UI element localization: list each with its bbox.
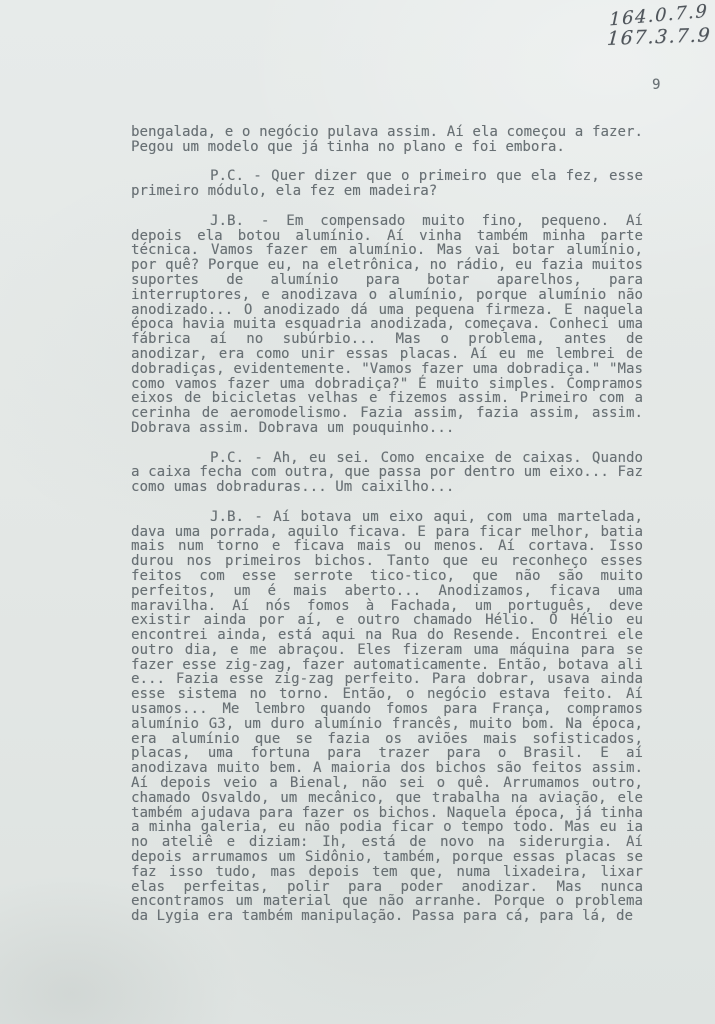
text-line: a caixa fecha com outra, que passa por dentro um eixo... Faz — [131, 464, 643, 481]
text-line: depois arrumamos um Sidônio, também, porque essas placas se — [131, 849, 643, 866]
text-line: a minha galeria, eu não podia ficar o tempo todo. Mas eu ia — [131, 819, 643, 836]
text-line: como vamos fazer uma dobradiça?" É muito simples. Compramos — [131, 375, 643, 392]
typescript-body — [131, 125, 643, 924]
text-line: maravilha. Aí nós fomos à Fachada, um português, deve — [131, 597, 643, 614]
text-line: da Lygia era também manipulação. Passa para cá, para lá, de — [131, 908, 634, 925]
text-line: dava uma porrada, aquilo ficava. E para ficar melhor, batia — [131, 523, 643, 540]
paragraph — [131, 510, 643, 924]
text-line: era alumínio que se fazia os aviões mais sofisticados, — [131, 730, 643, 747]
text-line: fazer esse zig-zag, fazer automaticamente. Então, botava ali — [131, 656, 643, 673]
text-line: também ajudava para fazer os bichos. Naquela época, já tinha — [131, 804, 643, 821]
text-line: encontramos um material que não arranhe. Porque o problema — [131, 893, 643, 910]
text-line: depois ela botou alumínio. Aí vinha também minha parte — [131, 227, 643, 244]
text-line: por quê? Porque eu, na eletrônica, no rádio, eu fazia muitos — [131, 257, 643, 274]
text-line: esse sistema no torno. Então, o negócio estava feito. Aí — [131, 686, 643, 703]
handwritten-archive-code-2: 167.3.7.9 — [606, 24, 712, 50]
text-line: época havia muita esquadria anodizada, começava. Conheci uma — [131, 316, 643, 333]
text-line: perfeitos, um é mais aberto... Anodizamos, ficava uma — [131, 582, 643, 599]
text-line: outro dia, e me abraçou. Eles fizeram uma máquina para se — [131, 641, 643, 658]
text-line: J.B. - Aí botava um eixo aqui, com uma martelada, — [210, 508, 643, 525]
text-line: P.C. - Ah, eu sei. Como encaixe de caixas. Quando — [210, 449, 643, 466]
text-line: fábrica aí no subúrbio... Mas o problema, antes de — [131, 331, 643, 348]
text-line: primeiro módulo, ela fez em madeira? — [131, 183, 438, 200]
paragraph — [131, 169, 643, 199]
text-line: anodizar, era como unir essas placas. Aí eu me lembrei de — [131, 345, 643, 362]
text-line: e... Fazia esse zig-zag perfeito. Para dobrar, usava ainda — [131, 671, 643, 688]
text-line: faz isso tudo, mas depois tem que, numa lixadeira, lixar — [131, 863, 643, 880]
paragraph — [131, 214, 643, 436]
text-line: técnica. Vamos fazer em alumínio. Mas vai botar alumínio, — [131, 242, 643, 259]
text-line: no ateliê e diziam: Ih, está de novo na siderurgia. Aí — [131, 834, 643, 851]
page-number: 9 — [652, 77, 661, 93]
text-line: mais num torno e ficava mais ou menos. Aí cortava. Isso — [131, 538, 643, 555]
text-line: anodizado... O anodizado dá uma pequena firmeza. E naquela — [131, 301, 643, 318]
text-line: P.C. - Quer dizer que o primeiro que ela fez, esse — [210, 168, 643, 185]
text-line: anodizava muito bem. A maioria dos bichos são feitos assim. — [131, 760, 643, 777]
text-line: J.B. - Em compensado muito fino, pequeno. Aí — [210, 212, 643, 229]
text-line: usamos... Me lembro quando fomos para França, compramos — [131, 701, 643, 718]
text-line: feitos com esse serrote tico-tico, que não são muito — [131, 567, 643, 584]
paragraph — [131, 451, 643, 495]
text-line: encontrei ainda, está aqui na Rua do Resende. Encontrei ele — [131, 627, 643, 644]
handwritten-archive-code-1: 164.0.7.9 — [608, 0, 708, 31]
text-line: suportes de alumínio para botar aparelhos, para — [131, 271, 643, 288]
text-line: como umas dobraduras... Um caixilho... — [131, 479, 455, 496]
text-line: interruptores, e anodizava o alumínio, porque alumínio não — [131, 286, 643, 303]
text-line: cerinha de aeromodelismo. Fazia assim, fazia assim, assim. — [131, 405, 643, 422]
text-line: dobradiças, evidentemente. "Vamos fazer uma dobradiça." "Mas — [131, 360, 643, 377]
text-line: Dobrava assim. Dobrava um pouquinho... — [131, 419, 455, 436]
text-line: Pegou um modelo que já tinha no plano e foi embora. — [131, 138, 565, 155]
text-line: chamado Osvaldo, um mecânico, que trabalha na aviação, ele — [131, 789, 643, 806]
text-line: elas perfeitas, polir para poder anodizar. Mas nunca — [131, 878, 643, 895]
text-line: eixos de bicicletas velhas e fizemos assim. Primeiro com a — [131, 390, 643, 407]
text-line: alumínio G3, um duro alumínio francês, muito bom. Na época, — [131, 715, 643, 732]
text-line: bengalada, e o negócio pulava assim. Aí ela começou a fazer. — [131, 124, 643, 140]
paragraph — [131, 125, 643, 155]
text-line: Aí depois veio a Bienal, não sei o quê. Arrumamos outro, — [131, 775, 643, 792]
text-line: existir ainda por aí, e outro chamado Hélio. O Hélio eu — [131, 612, 643, 629]
text-line: durou nos primeiros bichos. Tanto que eu reconheço esses — [131, 553, 643, 570]
text-line: placas, uma fortuna para trazer para o Brasil. E aí — [131, 745, 643, 762]
